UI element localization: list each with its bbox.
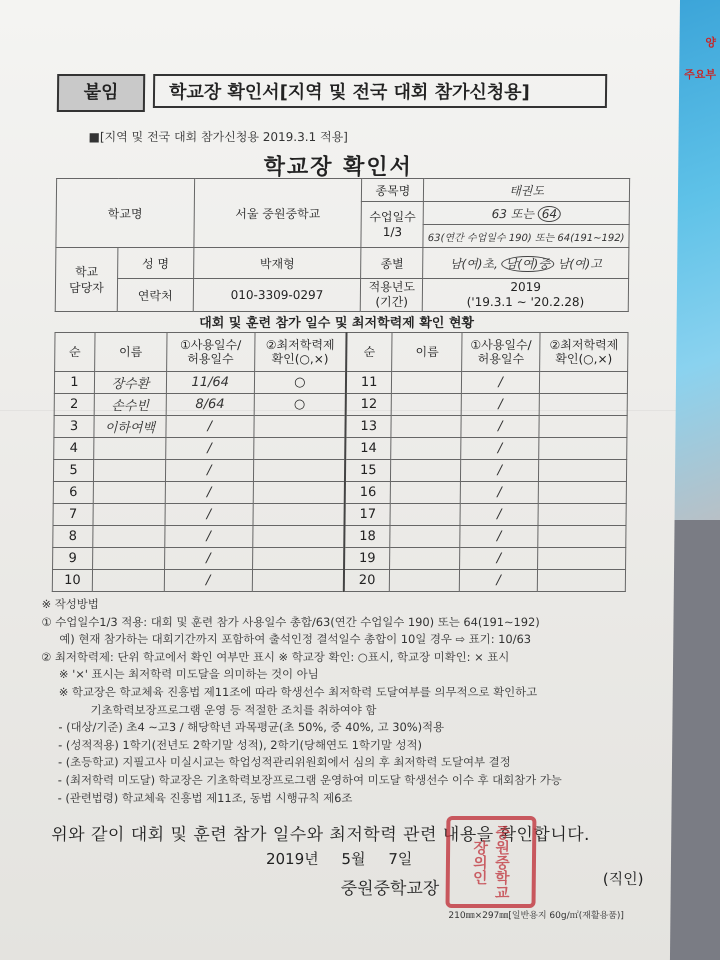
class-days-value [423,202,629,225]
header-check [254,333,346,372]
row-name [391,460,461,482]
table-row [53,548,626,570]
school-name-label: 학교명 [56,179,194,248]
header-check-line: ②최저학력제 [265,338,335,352]
row-check [539,394,627,416]
instruction-line: 기초학력보장프로그램 운영 등 적절한 조치를 취하여야 함 [90,702,377,717]
row-no: 7 [53,504,93,526]
row-name: 손수빈 [94,394,166,416]
header-check-line: 확인(○,×) [271,352,329,366]
class-days-label-line: 1/3 [382,224,403,239]
contact-label: 연락처 [117,279,193,312]
row-no: 6 [53,482,93,504]
header-title: 학교장 확인서[지역 및 전국 대회 참가신청용] [153,74,607,108]
type-value [423,248,629,279]
row-name [390,504,460,526]
row-check [539,460,627,482]
header-name: 이름 [392,333,462,372]
row-days: / [460,482,538,504]
row-no: 4 [54,438,94,460]
header-check [540,333,628,372]
instruction-line: - (관련법령) 학교체육 진흥법 제11조, 동법 시행규칙 제6조 [57,790,353,805]
instruction-line: ※ '×' 표시는 최저학력 미도달을 의미하는 것이 아님 [58,667,319,682]
row-days: / [460,526,538,548]
row-no: 13 [345,416,391,438]
class-days-label-line: 수업일수 [369,209,416,224]
class-days-detail: 63(연간 수업일수 190) 또는 64(191~192) [423,225,629,248]
header-days-line: 허용일수 [477,352,525,366]
row-days: / [460,570,538,592]
instruction-line: ② 최저학력제: 단위 학교에서 확인 여부만 표시 ※ 학교장 확인: ○표시, 학교장 미확인: × 표시 [41,649,510,664]
row-days: / [165,438,253,460]
row-days: / [460,504,538,526]
header-check-line: 확인(○,×) [555,352,613,366]
row-name [93,526,165,548]
year-label-line: (기간) [375,295,409,309]
instruction-line: ※ 학교장은 학교체육 진흥법 제11조에 따라 학생선수 최저학력 도달여부를 의무적으로 확인하고 [58,684,538,699]
instruction-line: - (최저학력 미도달) 학교장은 기초학력보장프로그램 운영하여 미도달 학생선수 이수 후 대회참가 가능 [57,772,562,787]
type-elementary: 남(여)초, [449,256,498,271]
row-name [391,416,461,438]
row-days: / [165,504,253,526]
row-check [253,438,345,460]
participation-table-body [52,372,627,592]
row-no: 11 [346,372,392,394]
row-no: 3 [54,416,94,438]
table-row [53,526,626,548]
map-label: 양 [705,36,716,49]
table-row [53,460,626,482]
name-label: 성 명 [117,248,193,279]
year: 2019 [510,280,541,294]
table-row [54,416,627,438]
row-days: / [461,460,539,482]
row-days: / [462,372,540,394]
row-no: 16 [345,482,391,504]
row-name: 장수환 [94,372,166,394]
row-days: / [166,416,254,438]
header-days [166,333,254,372]
row-name [392,394,462,416]
row-name [391,482,461,504]
header-days-line: ①사용일수/ [179,338,242,352]
row-check [253,482,345,504]
row-name [93,504,165,526]
row-name [390,526,460,548]
row-check: ○ [254,394,346,416]
type-middle-selected: 남(여)중 [502,256,554,272]
date-year: 2019년 [265,850,319,868]
row-check [539,438,627,460]
row-check [539,372,627,394]
row-days: / [461,394,539,416]
row-no: 8 [53,526,93,548]
year-label-line: 적용년도 [368,280,416,294]
table-row [53,504,626,526]
row-check [253,460,345,482]
instructions [40,596,662,807]
teacher-name: 박재형 [193,248,361,279]
attachment-label: 붙임 [57,74,145,112]
row-no: 19 [344,548,390,570]
table-row [52,570,625,592]
row-check [254,416,346,438]
map-label: 주요부 [684,68,716,81]
row-no: 20 [344,570,390,592]
header-no: 순 [55,333,95,372]
event-value: 태권도 [424,179,630,202]
section-title: 대회 및 훈련 참가 일수 및 최저학력제 확인 현황 [199,316,475,331]
header-days-line: 허용일수 [187,352,234,366]
row-days: 8/64 [166,394,254,416]
type-high: 남(여)고 [557,256,602,271]
year-value [423,279,629,312]
row-days: / [461,438,539,460]
teacher-label-line: 담당자 [68,280,104,295]
row-no: 9 [53,548,93,570]
row-no: 5 [53,460,93,482]
table-row [54,372,627,394]
header-days-line: ①사용일수/ [470,338,532,352]
teacher-label [55,248,118,312]
applicability-note: ■[지역 및 전국 대회 참가신청용 2019.3.1 적용] [88,130,348,144]
row-days: / [461,416,539,438]
type-label: 종별 [361,248,423,279]
row-name [93,482,165,504]
year-label [361,279,423,312]
row-check: ○ [254,372,346,394]
document-header [57,74,611,110]
row-name [392,372,462,394]
row-days: / [165,482,253,504]
contact-value: 010-3309-0297 [193,279,361,312]
row-name: 이하여백 [94,416,166,438]
header-check-line: ②최저학력제 [549,338,619,352]
class-days-option: 63 또는 [491,206,535,221]
info-table [55,178,630,312]
signature-date [266,848,413,869]
row-name [92,548,164,570]
instruction-line: - (성적적용) 1학기(전년도 2학기말 성적), 2학기(당해연도 1학기말 성적) [58,737,423,752]
row-no: 12 [346,394,392,416]
instruction-line: - (대상/기준) 초4 ~고3 / 해당학년 과목평균(초 50%, 중 40%, 고 30%)적용 [58,720,445,735]
date-day: 7일 [388,850,413,868]
row-check [538,482,626,504]
row-check [252,526,344,548]
table-row [54,394,627,416]
row-days: / [164,570,252,592]
class-days-label [361,202,423,248]
table-row [53,482,626,504]
row-check [538,504,626,526]
header-no: 순 [346,333,392,372]
row-name [391,438,461,460]
school-name: 서울 중원중학교 [194,179,362,248]
class-days-selected: 64 [538,206,561,222]
row-no: 2 [54,394,94,416]
principal-signature: 중원중학교장 [340,879,440,899]
row-days: / [165,460,253,482]
row-days: 11/64 [166,372,254,394]
document-title: 학교장 확인서 [263,155,413,180]
period: ('19.3.1 ~ '20.2.28) [466,295,585,309]
row-no: 14 [345,438,391,460]
instruction-line: ※ 작성방법 [41,597,99,611]
row-check [538,548,626,570]
row-check [253,504,345,526]
table-row [54,438,627,460]
row-name [390,570,460,592]
instruction-line: - (초등학교) 지필고사 미실시교는 학업성적관리위원회에서 심의 후 최저학력 도달여부 결정 [57,755,511,770]
row-check [252,548,344,570]
header-days [462,333,540,372]
instruction-line: 예) 현재 참가하는 대회기간까지 포함하여 출석인정 결석일수 총합이 10일 경우 ⇨ 표기: 10/63 [59,632,532,647]
row-days: / [164,548,252,570]
row-no: 18 [344,526,390,548]
row-name [390,548,460,570]
participation-table [52,332,629,592]
row-no: 1 [54,372,94,394]
row-check [537,570,625,592]
teacher-label-line: 학교 [74,264,99,279]
event-label: 종목명 [362,179,424,202]
seal-label: (직인) [602,870,644,888]
date-month: 5월 [341,850,366,868]
row-no: 17 [344,504,390,526]
row-name [93,460,165,482]
instruction-line: ① 수업일수1/3 적용: 대회 및 훈련 참가 사용일수 총합/63(연간 수업일수 190) 또는 64(191~192) [41,614,540,629]
official-seal: 중원중학교장의인 [445,816,536,908]
row-check [539,416,627,438]
header-name: 이름 [95,333,167,372]
confirmation-text: 위와 같이 대회 및 훈련 참가 일수와 최저학력 관련 내용을 확인합니다. [51,825,591,845]
paper-spec-footer: 210㎜×297㎜[일반용지 60g/㎡(재활용품)] [448,911,625,921]
row-no: 15 [345,460,391,482]
row-name [92,570,164,592]
row-check [538,526,626,548]
row-no: 10 [52,570,92,592]
row-name [94,438,166,460]
row-days: / [165,526,253,548]
row-days: / [460,548,538,570]
row-check [252,570,344,592]
